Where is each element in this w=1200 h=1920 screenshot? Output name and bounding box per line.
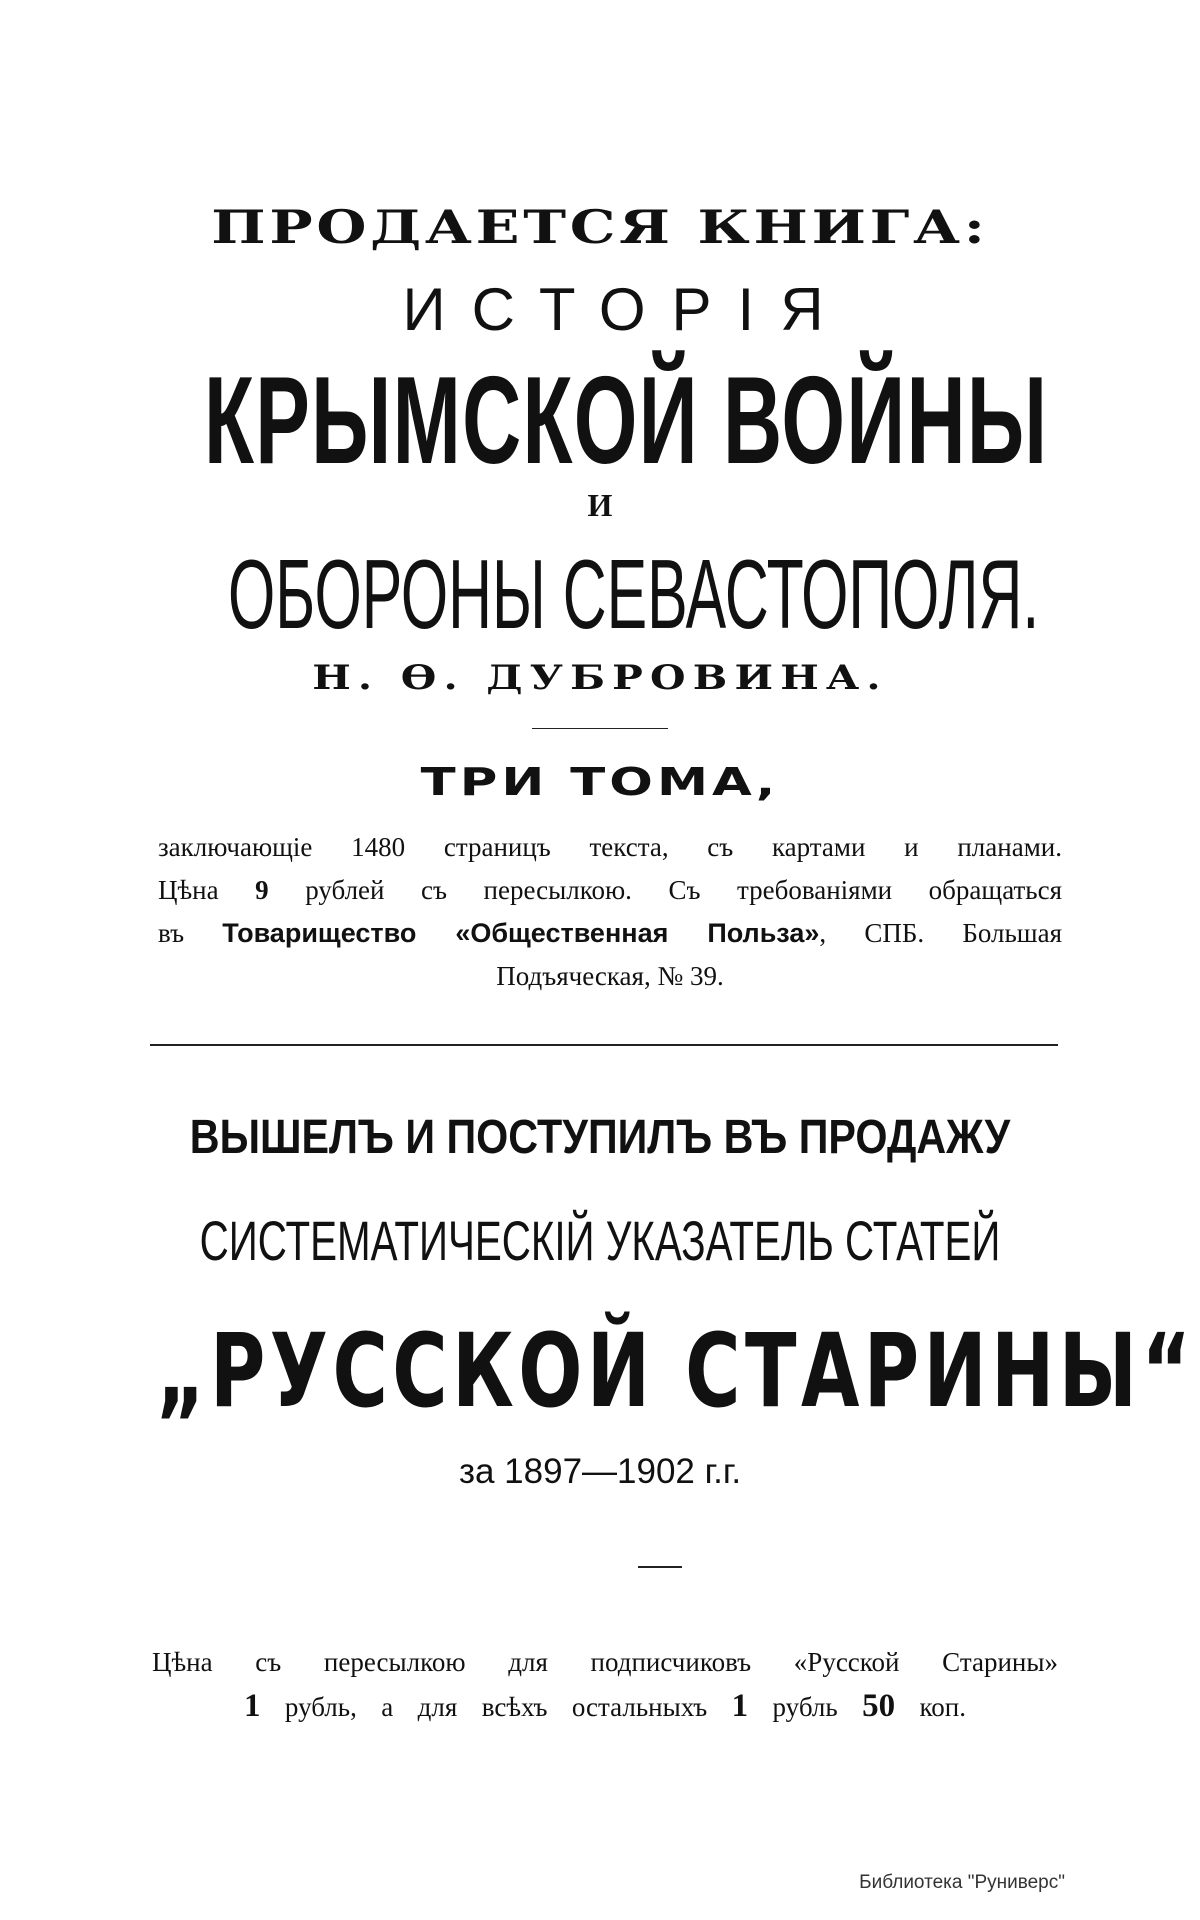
description-line-2	[158, 869, 1062, 912]
description-line-4: Подъяческая, № 39.	[496, 961, 724, 991]
sale-heading: ПРОДАЕТСЯ КНИГА:	[211, 200, 989, 254]
price-prefix: Цѣна	[158, 875, 256, 905]
price-line-2	[152, 1684, 1058, 1728]
short-divider-bottom	[638, 1566, 682, 1568]
price-line-1: Цѣна съ пересылкою для подписчиковъ «Русской Старины»	[152, 1647, 1058, 1677]
price-text-mid: рубль, а для всѣхъ остальныхъ	[260, 1692, 732, 1722]
price-text-end: коп.	[895, 1692, 966, 1722]
book-price: 9	[255, 875, 269, 905]
section-divider	[150, 1044, 1058, 1046]
firm-suffix: , СПБ. Большая	[819, 918, 1062, 948]
index-title: СИСТЕМАТИЧЕСКІЙ УКАЗАТЕЛЬ СТАТЕЙ	[199, 1209, 1001, 1272]
history-word: ИСТОРІЯ	[402, 276, 850, 343]
subscriber-price: 1	[244, 1688, 261, 1724]
price-text-ruble: рубль	[748, 1692, 863, 1722]
short-divider-top	[532, 728, 668, 729]
price-suffix: рублей съ пересылкою. Съ требованіями обращаться	[268, 875, 1062, 905]
book-title-main: КРЫМСКОЙ ВОЙНЫ	[203, 352, 1049, 490]
published-heading: ВЫШЕЛЪ И ПОСТУПИЛЪ ВЪ ПРОДАЖУ	[189, 1111, 1011, 1164]
journal-title: „РУССКОЙ СТАРИНЫ“	[156, 1312, 1196, 1431]
book-title-second: ОБОРОНЫ СЕВАСТОПОЛЯ.	[228, 539, 1040, 649]
library-watermark: Библиотека "Руниверс"	[859, 1872, 1065, 1893]
description-line-1: заключающіе 1480 страницъ текста, съ картами и планами.	[158, 832, 1062, 862]
book-description	[158, 826, 1062, 998]
title-conjunction: И	[587, 487, 613, 523]
book-author: Н. Ѳ. ДУБРОВИНА.	[312, 658, 888, 698]
others-price-kopecks: 50	[862, 1688, 896, 1724]
index-price	[152, 1640, 1058, 1728]
volumes-heading: ТРИ ТОМА,	[420, 760, 780, 804]
publisher-firm: Товарищество «Общественная Польза»	[222, 918, 820, 948]
description-line-3	[158, 912, 1062, 955]
index-years: за 1897—1902 г.г.	[458, 1452, 742, 1491]
others-price-rubles: 1	[731, 1688, 749, 1724]
firm-prefix: въ	[158, 918, 223, 948]
